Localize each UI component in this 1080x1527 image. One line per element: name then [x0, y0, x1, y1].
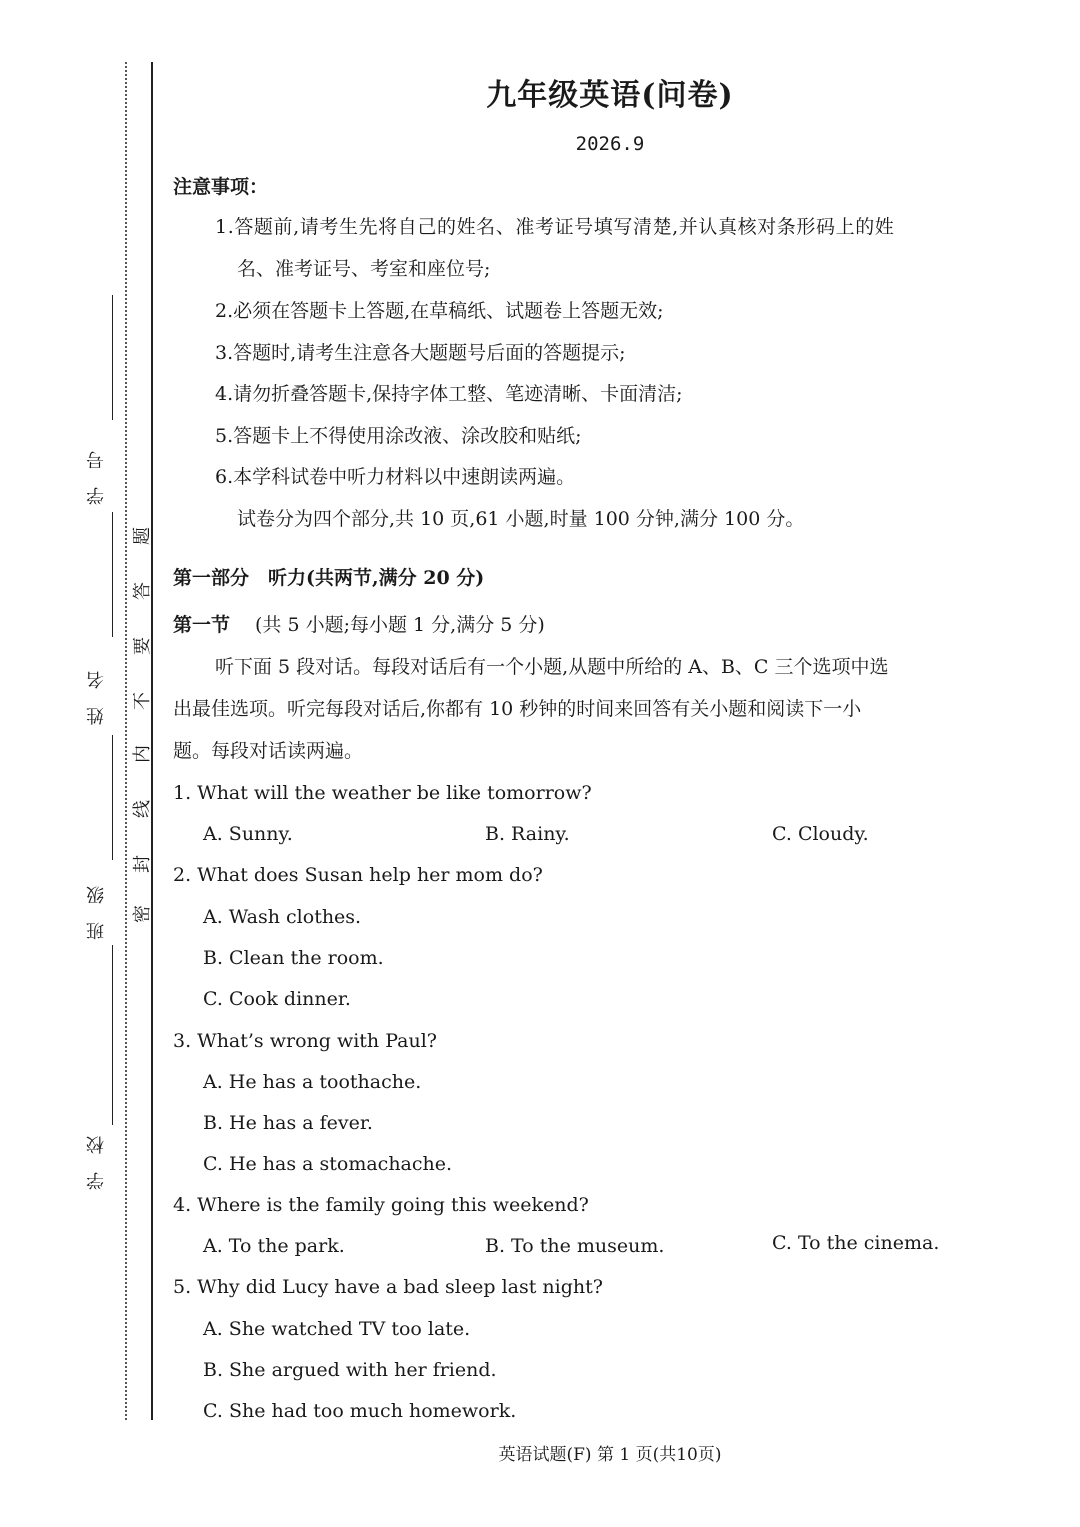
seal-char: 封	[132, 855, 153, 873]
field-school	[88, 1130, 108, 1190]
notice-item: 6.本学科试卷中听力材料以中速朗读两遍。	[215, 466, 576, 488]
option-b: B. Clean the room.	[203, 947, 384, 969]
student-id-blank-lower[interactable]	[112, 512, 113, 637]
question-stem: 5. Why did Lucy have a bad sleep last night?	[173, 1276, 603, 1298]
page-footer: 英语试题(F) 第 1 页(共10页)	[498, 1445, 722, 1465]
field-name-text: 姓 名	[86, 665, 107, 725]
option-b: B. He has a fever.	[203, 1112, 373, 1134]
seal-char: 不	[132, 692, 153, 710]
option-b: B. To the museum.	[485, 1235, 665, 1257]
instruction-line: 题。每段对话读两遍。	[173, 740, 364, 762]
notice-heading: 注意事项：	[173, 176, 269, 198]
field-student-id-text: 学 号	[86, 445, 107, 505]
instruction-line: 听下面 5 段对话。每段对话后有一个小题,从题中所给的 A、B、C 三个选项中选	[215, 656, 889, 678]
seal-char: 要	[132, 637, 153, 655]
student-id-blank[interactable]	[112, 295, 113, 420]
field-student-id	[88, 445, 108, 505]
field-class-text: 班 级	[86, 880, 107, 940]
seal-char: 题	[132, 527, 153, 545]
option-c: C. He has a stomachache.	[203, 1153, 453, 1175]
option-a: A. He has a toothache.	[203, 1071, 422, 1093]
notice-item: 3.答题时,请考生注意各大题题号后面的答题提示;	[215, 342, 626, 364]
seal-char: 内	[132, 745, 153, 763]
notice-item: 5.答题卡上不得使用涂改液、涂改胶和贴纸;	[215, 425, 582, 447]
field-name	[88, 665, 108, 725]
option-b: B. Rainy.	[485, 823, 570, 845]
question-stem: 1. What will the weather be like tomorrow?	[173, 782, 592, 804]
section-label: 第一节	[173, 614, 231, 636]
part-heading: 第一部分 听力(共两节,满分 20 分)	[173, 567, 485, 589]
fold-dotted-line	[125, 62, 127, 1420]
option-c: C. Cook dinner.	[203, 988, 351, 1010]
option-a: A. To the park.	[203, 1235, 345, 1257]
seal-solid-line	[151, 62, 153, 1420]
name-blank[interactable]	[112, 735, 113, 860]
page-title: 九年级英语(问卷)	[486, 78, 734, 113]
option-a: A. She watched TV too late.	[203, 1318, 471, 1340]
field-class	[88, 880, 108, 940]
question-stem: 3. What’s wrong with Paul?	[173, 1030, 437, 1052]
notice-item: 2.必须在答题卡上答题,在草稿纸、试题卷上答题无效;	[215, 300, 664, 322]
option-c: C. Cloudy.	[772, 823, 869, 845]
seal-char: 密	[132, 905, 153, 923]
exam-date: 2026.9	[575, 133, 645, 155]
notice-item: 1.答题前,请考生先将自己的姓名、准考证号填写清楚,并认真核对条形码上的姓	[215, 216, 895, 238]
seal-char: 答	[132, 582, 153, 600]
option-a: A. Sunny.	[203, 823, 293, 845]
option-c: C. She had too much homework.	[203, 1400, 517, 1422]
option-b: B. She argued with her friend.	[203, 1359, 497, 1381]
option-a: A. Wash clothes.	[203, 906, 362, 928]
question-stem: 4. Where is the family going this weekend?	[173, 1194, 589, 1216]
field-school-text: 学 校	[86, 1130, 107, 1190]
seal-char: 线	[132, 800, 153, 818]
notice-item: 名、准考证号、考室和座位号;	[237, 258, 491, 280]
option-c: C. To the cinema.	[772, 1232, 940, 1254]
class-blank[interactable]	[112, 945, 113, 1125]
instruction-line: 出最佳选项。听完每段对话后,你都有 10 秒钟的时间来回答有关小题和阅读下一小	[173, 698, 862, 720]
notice-item: 4.请勿折叠答题卡,保持字体工整、笔迹清晰、卡面清洁;	[215, 383, 683, 405]
notice-item: 试卷分为四个部分,共 10 页,61 小题,时量 100 分钟,满分 100 分。	[237, 508, 805, 530]
section-detail: (共 5 小题;每小题 1 分,满分 5 分)	[255, 614, 545, 636]
question-stem: 2. What does Susan help her mom do?	[173, 864, 543, 886]
